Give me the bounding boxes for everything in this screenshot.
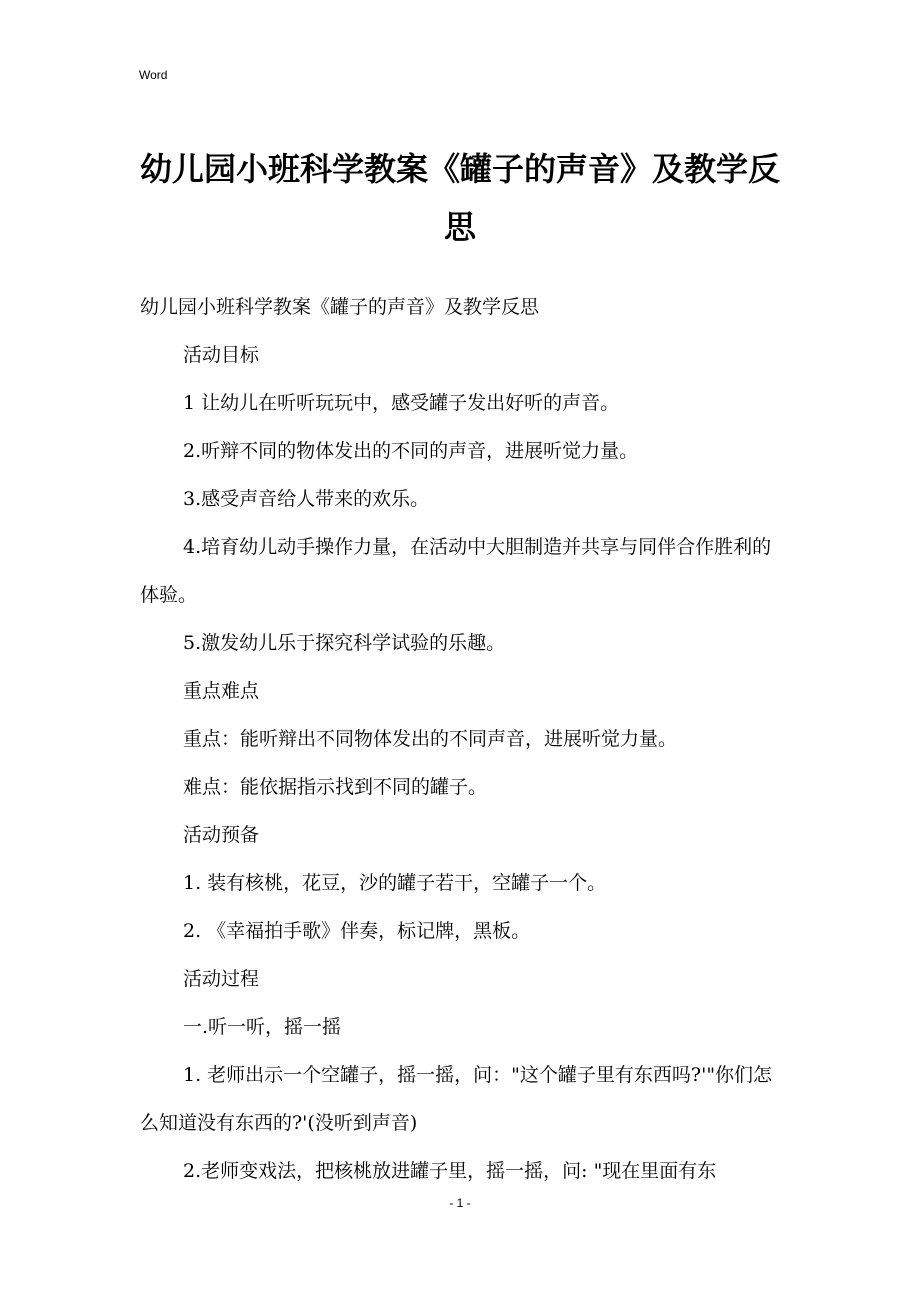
paragraph: 1. 老师出示一个空罐子，摇一摇，问："这个罐子里有东西吗?'"你们怎么知道没有东西的?'(没听到声音) (140, 1064, 773, 1134)
paragraph: 1. 装有核桃，花豆，沙的罐子若干，空罐子一个。 (183, 872, 607, 894)
paragraph: 2.听辩不同的物体发出的不同的声音，进展听觉力量。 (183, 440, 639, 462)
paragraph: 2.老师变戏法，把核桃放进罐子里，摇一摇，问: "现在里面有东 (183, 1160, 717, 1182)
paragraph: 活动预备 (183, 824, 260, 846)
paragraph: 5.激发幼儿乐于探究科学试验的乐趣。 (183, 632, 506, 654)
paragraph: 一.听一听，摇一摇 (183, 1016, 342, 1038)
document-title: 幼儿园小班科学教案《罐子的声音》及教学反思 (139, 150, 780, 246)
paragraph: 活动过程 (183, 968, 260, 990)
paragraph: 3.感受声音给人带来的欢乐。 (183, 488, 430, 510)
paragraph: 难点：能依据指示找到不同的罐子。 (183, 776, 488, 798)
paragraph: 2. 《幸福拍手歌》伴奏，标记牌，黑板。 (183, 920, 531, 942)
paragraph: 重点难点 (183, 680, 260, 702)
header-label: Word (139, 68, 168, 82)
paragraph: 重点：能听辩出不同物体发出的不同声音，进展听觉力量。 (183, 728, 678, 750)
paragraph: 活动目标 (183, 344, 260, 366)
paragraph: 4.培育幼儿动手操作力量，在活动中大胆制造并共享与同伴合作胜利的体验。 (140, 536, 772, 606)
page-number: - 1 - (449, 1196, 471, 1210)
paragraph: 幼儿园小班科学教案《罐子的声音》及教学反思 (140, 296, 540, 318)
document-body (140, 283, 782, 1195)
paragraph: 1 让幼儿在听听玩玩中，感受罐子发出好听的声音。 (183, 392, 620, 414)
